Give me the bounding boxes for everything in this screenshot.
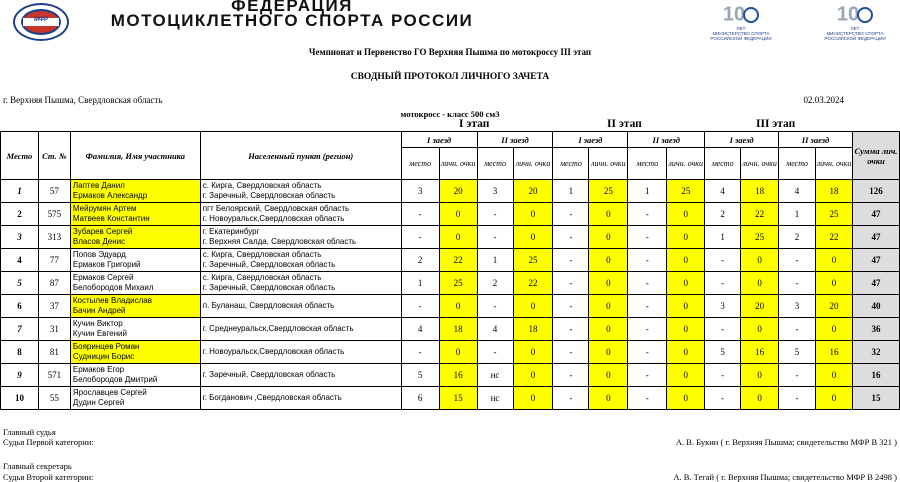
position-cell: - bbox=[628, 387, 667, 410]
points-cell: 0 bbox=[741, 249, 779, 272]
header-sum: Сумма лич. очки bbox=[852, 132, 899, 180]
riders-cell bbox=[70, 295, 200, 318]
riders-cell bbox=[70, 364, 200, 387]
header-pos: место bbox=[553, 148, 589, 180]
points-cell: 0 bbox=[439, 341, 477, 364]
secretary-name: А. В. Тегай ( г. Верхняя Пышма; свидетельство МФР В 2498 ) bbox=[673, 472, 897, 482]
points-cell: 0 bbox=[667, 249, 705, 272]
sum-cell: 47 bbox=[852, 203, 899, 226]
ministry-anniversary-badge-2 bbox=[820, 3, 890, 39]
position-cell: 1 bbox=[553, 180, 589, 203]
results-table bbox=[0, 131, 900, 410]
riders-cell bbox=[70, 318, 200, 341]
event-title: Чемпионат и Первенство ГО Верхняя Пышма по мотокроссу III этап bbox=[308, 47, 592, 57]
points-cell: 0 bbox=[513, 226, 553, 249]
points-cell: 0 bbox=[513, 295, 553, 318]
points-cell: 0 bbox=[589, 341, 628, 364]
city-cell bbox=[200, 318, 401, 341]
table-row bbox=[1, 341, 900, 364]
place-cell: 2 bbox=[1, 203, 39, 226]
header-s2-race2: II заезд bbox=[628, 132, 705, 148]
table-row bbox=[1, 364, 900, 387]
points-cell: 0 bbox=[667, 226, 705, 249]
points-cell: 25 bbox=[741, 226, 779, 249]
rider-name: Белобородов Михаил bbox=[72, 283, 154, 292]
position-cell: 1 bbox=[705, 226, 741, 249]
position-cell: - bbox=[401, 203, 439, 226]
start-number-cell: 87 bbox=[38, 272, 70, 295]
start-number-cell: 571 bbox=[38, 364, 70, 387]
points-cell: 0 bbox=[667, 203, 705, 226]
rider-name: Ермаков Александр bbox=[72, 191, 148, 200]
riders-cell bbox=[70, 272, 200, 295]
position-cell: 3 bbox=[477, 180, 513, 203]
points-cell: 0 bbox=[816, 249, 853, 272]
place-cell: 9 bbox=[1, 364, 39, 387]
position-cell: 4 bbox=[477, 318, 513, 341]
start-number-cell: 313 bbox=[38, 226, 70, 249]
header-pts: личн. очки bbox=[513, 148, 553, 180]
position-cell: - bbox=[401, 295, 439, 318]
points-cell: 0 bbox=[741, 387, 779, 410]
results-body bbox=[1, 180, 900, 410]
points-cell: 22 bbox=[439, 249, 477, 272]
position-cell: 2 bbox=[705, 203, 741, 226]
rider-name: Мейрумян Артем bbox=[72, 204, 137, 213]
position-cell: - bbox=[779, 387, 816, 410]
start-number-cell: 77 bbox=[38, 249, 70, 272]
position-cell: - bbox=[779, 364, 816, 387]
points-cell: 22 bbox=[741, 203, 779, 226]
points-cell: 0 bbox=[513, 364, 553, 387]
city-name: г. Новоуральск,Свердловская область bbox=[202, 347, 345, 356]
points-cell: 0 bbox=[816, 318, 853, 341]
points-cell: 0 bbox=[667, 295, 705, 318]
city-name: г. Заречный, Свердловская область bbox=[202, 191, 336, 200]
points-cell: 18 bbox=[513, 318, 553, 341]
riders-cell bbox=[70, 203, 200, 226]
city-cell bbox=[200, 203, 401, 226]
header-pts: личн. очки bbox=[439, 148, 477, 180]
place-cell: 10 bbox=[1, 387, 39, 410]
rider-name: Ярославцев Сергей bbox=[72, 388, 147, 397]
position-cell: - bbox=[477, 341, 513, 364]
place-cell: 6 bbox=[1, 295, 39, 318]
position-cell: - bbox=[628, 203, 667, 226]
position-cell: 6 bbox=[401, 387, 439, 410]
points-cell: 20 bbox=[816, 295, 853, 318]
city-name: п. Буланаш, Свердловская область bbox=[202, 301, 335, 310]
city-name: пгт Белоярский, Свердловская область bbox=[202, 204, 350, 213]
rider-name: Белобородов Дмитрий bbox=[72, 375, 158, 384]
city-name: г. Заречный, Свердловская область bbox=[202, 260, 336, 269]
position-cell: 3 bbox=[705, 295, 741, 318]
place-cell: 4 bbox=[1, 249, 39, 272]
city-cell bbox=[200, 272, 401, 295]
header-s1-race1: I заезд bbox=[401, 132, 477, 148]
rider-name: Бояринцев Роман bbox=[72, 342, 140, 351]
rider-name: Судницин Борис bbox=[72, 352, 135, 361]
rider-name: Кучин Евгений bbox=[72, 329, 127, 338]
header-start-number: Ст. № bbox=[38, 132, 70, 180]
position-cell: 1 bbox=[477, 249, 513, 272]
points-cell: 16 bbox=[741, 341, 779, 364]
event-location: г. Верхняя Пышма, Свердловская область bbox=[3, 95, 163, 105]
position-cell: 3 bbox=[401, 180, 439, 203]
header-pos: место bbox=[477, 148, 513, 180]
start-number-cell: 575 bbox=[38, 203, 70, 226]
badge-caption-1: ЛЕТ bbox=[736, 25, 746, 31]
points-cell: 20 bbox=[741, 295, 779, 318]
sum-cell: 16 bbox=[852, 364, 899, 387]
position-cell: - bbox=[553, 249, 589, 272]
table-row bbox=[1, 387, 900, 410]
points-cell: 16 bbox=[816, 341, 853, 364]
city-name: с. Кирга, Свердловская область bbox=[202, 273, 322, 282]
sum-cell: 47 bbox=[852, 249, 899, 272]
riders-cell bbox=[70, 341, 200, 364]
position-cell: - bbox=[779, 249, 816, 272]
table-row bbox=[1, 249, 900, 272]
header-s3-race1: I заезд bbox=[705, 132, 779, 148]
position-cell: - bbox=[553, 318, 589, 341]
sum-cell: 47 bbox=[852, 272, 899, 295]
position-cell: - bbox=[553, 295, 589, 318]
ministry-anniversary-badge-1 bbox=[706, 3, 776, 39]
stage-1-title: I этап bbox=[459, 118, 490, 130]
points-cell: 25 bbox=[439, 272, 477, 295]
riders-cell bbox=[70, 387, 200, 410]
position-cell: - bbox=[553, 272, 589, 295]
header-pts: личн. очки bbox=[589, 148, 628, 180]
city-name: г. Верхняя Салда, Свердловская область bbox=[202, 237, 357, 246]
table-row bbox=[1, 203, 900, 226]
position-cell: - bbox=[705, 249, 741, 272]
sum-cell: 32 bbox=[852, 341, 899, 364]
points-cell: 0 bbox=[513, 203, 553, 226]
position-cell: - bbox=[628, 226, 667, 249]
position-cell: нс bbox=[477, 364, 513, 387]
city-name: г. Екатеринбург bbox=[202, 227, 260, 236]
points-cell: 0 bbox=[589, 387, 628, 410]
position-cell: нс bbox=[477, 387, 513, 410]
header-pos: место bbox=[401, 148, 439, 180]
header-s2-race1: I заезд bbox=[553, 132, 628, 148]
header-city: Населенный пункт (регион) bbox=[200, 132, 401, 180]
city-cell bbox=[200, 249, 401, 272]
header-pts: личн. очки bbox=[667, 148, 705, 180]
document-title: СВОДНЫЙ ПРОТОКОЛ ЛИЧНОГО ЗАЧЕТА bbox=[350, 72, 550, 82]
points-cell: 0 bbox=[589, 318, 628, 341]
rider-name: Дудин Сергей bbox=[72, 398, 125, 407]
logo-text: МФР bbox=[33, 17, 49, 23]
badge-caption-1: ЛЕТ bbox=[850, 25, 860, 31]
points-cell: 0 bbox=[589, 203, 628, 226]
points-cell: 0 bbox=[816, 364, 853, 387]
position-cell: - bbox=[477, 295, 513, 318]
position-cell: 4 bbox=[401, 318, 439, 341]
points-cell: 22 bbox=[816, 226, 853, 249]
points-cell: 0 bbox=[667, 387, 705, 410]
badge-caption-3: РОССИЙСКОЙ ФЕДЕРАЦИИ bbox=[710, 35, 772, 41]
start-number-cell: 37 bbox=[38, 295, 70, 318]
city-name: г. Новоуральск,Свердловская область bbox=[202, 214, 345, 223]
position-cell: - bbox=[553, 364, 589, 387]
city-name: г. Заречный, Свердловская область bbox=[202, 283, 336, 292]
header-place: Место bbox=[1, 132, 39, 180]
sum-cell: 36 bbox=[852, 318, 899, 341]
points-cell: 0 bbox=[667, 318, 705, 341]
position-cell: - bbox=[705, 272, 741, 295]
place-cell: 1 bbox=[1, 180, 39, 203]
city-name: с. Кирга, Свердловская область bbox=[202, 181, 322, 190]
position-cell: 1 bbox=[401, 272, 439, 295]
points-cell: 0 bbox=[741, 364, 779, 387]
points-cell: 0 bbox=[816, 387, 853, 410]
place-cell: 5 bbox=[1, 272, 39, 295]
points-cell: 18 bbox=[816, 180, 853, 203]
secretary-label: Главный секретарь bbox=[3, 461, 72, 471]
header-pos: место bbox=[705, 148, 741, 180]
rider-name: Лаптев Данил bbox=[72, 181, 125, 190]
sum-cell: 126 bbox=[852, 180, 899, 203]
table-row bbox=[1, 180, 900, 203]
table-row bbox=[1, 272, 900, 295]
position-cell: 2 bbox=[477, 272, 513, 295]
position-cell: - bbox=[705, 318, 741, 341]
position-cell: - bbox=[401, 226, 439, 249]
riders-cell bbox=[70, 180, 200, 203]
badge-number: 10 bbox=[722, 3, 746, 26]
organization-title bbox=[82, 0, 502, 28]
position-cell: - bbox=[628, 318, 667, 341]
place-cell: 8 bbox=[1, 341, 39, 364]
position-cell: 4 bbox=[779, 180, 816, 203]
points-cell: 0 bbox=[589, 295, 628, 318]
position-cell: - bbox=[628, 295, 667, 318]
points-cell: 25 bbox=[513, 249, 553, 272]
chief-judge-name: А. В. Букин ( г. Верхняя Пышма; свидетельство МФР В 321 ) bbox=[675, 437, 897, 447]
badge-ring-icon bbox=[743, 7, 759, 23]
place-cell: 3 bbox=[1, 226, 39, 249]
position-cell: - bbox=[779, 318, 816, 341]
city-name: г. Среднеуральск,Свердловская область bbox=[202, 324, 354, 333]
table-row bbox=[1, 295, 900, 318]
stage-3-title: III этап bbox=[756, 118, 796, 130]
header-s3-race2: II заезд bbox=[779, 132, 853, 148]
chief-judge-label: Главный судья bbox=[3, 427, 56, 437]
rider-name: Бачин Андрей bbox=[72, 306, 126, 315]
table-row bbox=[1, 226, 900, 249]
header-pos: место bbox=[779, 148, 816, 180]
points-cell: 0 bbox=[513, 387, 553, 410]
position-cell: - bbox=[553, 341, 589, 364]
city-cell bbox=[200, 180, 401, 203]
federation-logo bbox=[13, 3, 69, 41]
points-cell: 0 bbox=[667, 272, 705, 295]
rider-name: Ермаков Егор bbox=[72, 365, 125, 374]
position-cell: 3 bbox=[779, 295, 816, 318]
badge-ring-icon bbox=[857, 7, 873, 23]
rider-name: Матвеев Константин bbox=[72, 214, 150, 223]
header-s1-race2: II заезд bbox=[477, 132, 553, 148]
start-number-cell: 31 bbox=[38, 318, 70, 341]
place-cell: 7 bbox=[1, 318, 39, 341]
position-cell: - bbox=[705, 387, 741, 410]
points-cell: 0 bbox=[439, 203, 477, 226]
position-cell: - bbox=[553, 387, 589, 410]
city-cell bbox=[200, 341, 401, 364]
position-cell: 5 bbox=[779, 341, 816, 364]
position-cell: 2 bbox=[401, 249, 439, 272]
position-cell: 5 bbox=[401, 364, 439, 387]
city-name: г. Богданович ,Свердловская область bbox=[202, 393, 342, 402]
sum-cell: 40 bbox=[852, 295, 899, 318]
class-title: мотокросс - класс 500 см3 bbox=[400, 109, 500, 119]
points-cell: 25 bbox=[589, 180, 628, 203]
points-cell: 0 bbox=[667, 341, 705, 364]
city-name: с. Кирга, Свердловская область bbox=[202, 250, 322, 259]
position-cell: - bbox=[779, 272, 816, 295]
rider-name: Зубарев Сергей bbox=[72, 227, 133, 236]
points-cell: 0 bbox=[816, 272, 853, 295]
points-cell: 25 bbox=[667, 180, 705, 203]
points-cell: 18 bbox=[439, 318, 477, 341]
secretary-category: Судья Второй категории: bbox=[3, 472, 94, 482]
position-cell: - bbox=[705, 364, 741, 387]
points-cell: 0 bbox=[589, 226, 628, 249]
position-cell: - bbox=[628, 249, 667, 272]
start-number-cell: 55 bbox=[38, 387, 70, 410]
position-cell: 4 bbox=[705, 180, 741, 203]
rider-name: Попов Эдуард bbox=[72, 250, 126, 259]
event-date: 02.03.2024 bbox=[803, 95, 844, 105]
points-cell: 0 bbox=[439, 295, 477, 318]
points-cell: 16 bbox=[439, 364, 477, 387]
city-cell bbox=[200, 226, 401, 249]
sum-cell: 47 bbox=[852, 226, 899, 249]
points-cell: 18 bbox=[741, 180, 779, 203]
city-cell bbox=[200, 387, 401, 410]
start-number-cell: 81 bbox=[38, 341, 70, 364]
badge-caption-2: МИНИСТЕРСТВО СПОРТА bbox=[826, 30, 884, 36]
header-pts: личн. очки bbox=[741, 148, 779, 180]
badge-caption-3: РОССИЙСКОЙ ФЕДЕРАЦИИ bbox=[824, 35, 886, 41]
points-cell: 0 bbox=[741, 272, 779, 295]
position-cell: 1 bbox=[628, 180, 667, 203]
position-cell: - bbox=[477, 226, 513, 249]
sum-cell: 15 bbox=[852, 387, 899, 410]
position-cell: - bbox=[401, 341, 439, 364]
rider-name: Власов Денис bbox=[72, 237, 126, 246]
position-cell: 1 bbox=[779, 203, 816, 226]
header-name: Фамилия, Имя участника bbox=[70, 132, 200, 180]
city-name: г. Заречный, Свердловская область bbox=[202, 370, 336, 379]
city-cell bbox=[200, 295, 401, 318]
position-cell: 2 bbox=[779, 226, 816, 249]
stage-2-title: II этап bbox=[607, 118, 642, 130]
rider-name: Костылев Владислав bbox=[72, 296, 152, 305]
rider-name: Ермаков Сергей bbox=[72, 273, 134, 282]
riders-cell bbox=[70, 249, 200, 272]
header-pos: место bbox=[628, 148, 667, 180]
riders-cell bbox=[70, 226, 200, 249]
table-row bbox=[1, 318, 900, 341]
points-cell: 0 bbox=[589, 272, 628, 295]
points-cell: 0 bbox=[513, 341, 553, 364]
position-cell: - bbox=[477, 203, 513, 226]
chief-judge-category: Судья Первой категории: bbox=[3, 437, 94, 447]
points-cell: 22 bbox=[513, 272, 553, 295]
position-cell: - bbox=[628, 341, 667, 364]
position-cell: - bbox=[553, 226, 589, 249]
points-cell: 15 bbox=[439, 387, 477, 410]
position-cell: - bbox=[628, 272, 667, 295]
city-cell bbox=[200, 364, 401, 387]
points-cell: 0 bbox=[741, 318, 779, 341]
position-cell: - bbox=[628, 364, 667, 387]
badge-caption-2: МИНИСТЕРСТВО СПОРТА bbox=[712, 30, 770, 36]
points-cell: 0 bbox=[589, 249, 628, 272]
org-line-2: МОТОЦИКЛЕТНОГО СПОРТА РОССИИ bbox=[110, 11, 474, 30]
points-cell: 0 bbox=[439, 226, 477, 249]
points-cell: 20 bbox=[513, 180, 553, 203]
badge-number: 10 bbox=[836, 3, 860, 26]
org-line-1: ФЕДЕРАЦИЯ bbox=[231, 0, 353, 15]
header-pts: личн. очки bbox=[816, 148, 853, 180]
start-number-cell: 57 bbox=[38, 180, 70, 203]
rider-name: Ермаков Григорий bbox=[72, 260, 141, 269]
points-cell: 0 bbox=[667, 364, 705, 387]
rider-name: Кучин Виктор bbox=[72, 319, 123, 328]
position-cell: - bbox=[553, 203, 589, 226]
points-cell: 0 bbox=[589, 364, 628, 387]
points-cell: 20 bbox=[439, 180, 477, 203]
position-cell: 5 bbox=[705, 341, 741, 364]
points-cell: 25 bbox=[816, 203, 853, 226]
